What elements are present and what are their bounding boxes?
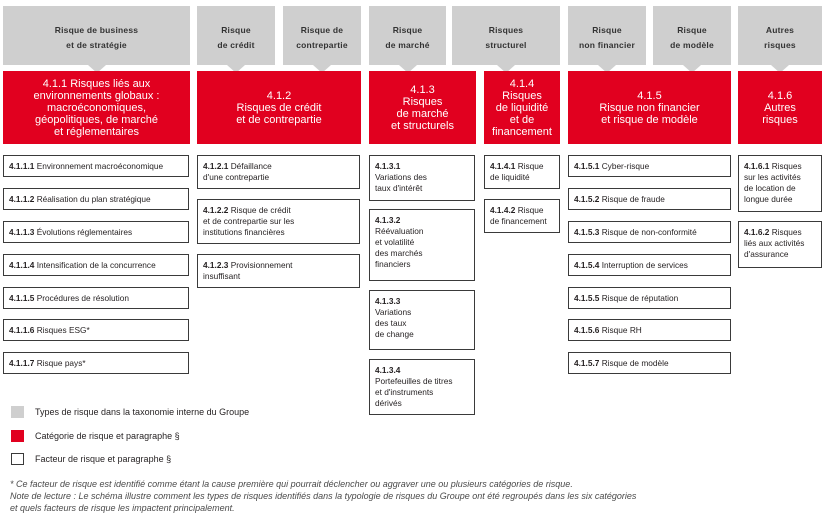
factor-4-1-2-3 [197,254,360,288]
factor-number: 4.1.2.3 [203,260,229,270]
factor-text: Variations des taux d'intérêt [375,172,427,193]
factor-text: Procédures de résolution [36,293,129,303]
category-4-1-4 [484,71,560,144]
factor-number: 4.1.3.2 [375,215,401,225]
factor-text: Provisionnement insuffisant [203,260,293,281]
factor-number: 4.1.2.1 [203,161,229,171]
category-label: 4.1.3 Risques de marché et structurels [391,83,454,132]
factor-number: 4.1.2.2 [203,205,229,215]
factor-number: 4.1.1.5 [9,293,35,303]
factor-4-1-5-1 [568,155,731,177]
factor-number: 4.1.4.1 [490,161,516,171]
factor-text: Variations des taux de change [375,307,414,339]
reading-note-line-2: et quels facteurs de risque les impactent principalement. [10,503,235,513]
risk-type-other [738,6,822,65]
factor-number: 4.1.3.1 [375,161,401,171]
category-label: 4.1.1 Risques liés aux environnements globaux : macroéconomiques, géopolitiques, de marché et réglementaires [33,77,160,138]
risk-type-model [653,6,731,65]
legend-risk-factor [11,453,171,465]
category-4-1-5 [568,71,731,144]
factor-number: 4.1.4.2 [490,205,516,215]
risk-type-label: Autres risques [764,25,796,50]
factor-text: Évolutions réglementaires [36,227,133,237]
factor-number: 4.1.1.1 [9,161,35,171]
factor-text: Risques sur les activités de location de longue durée [744,161,802,204]
factor-text: Défaillance d'une contrepartie [203,161,272,182]
risk-type-label: Risque de marché [385,25,430,50]
risk-type-market [369,6,446,65]
factor-number: 4.1.1.7 [9,358,35,368]
legend-label: Types de risque dans la taxonomie interne du Groupe [35,407,250,417]
category-4-1-6 [738,71,822,144]
factor-number: 4.1.5.7 [574,358,600,368]
factor-4-1-1-3 [3,221,189,243]
category-label: 4.1.5 Risque non financier et risque de modèle [599,89,700,126]
factor-number: 4.1.1.4 [9,260,35,270]
factor-number: 4.1.6.1 [744,161,770,171]
category-label: 4.1.6 Autres risques [762,89,798,126]
factor-4-1-5-4 [568,254,731,276]
factor-number: 4.1.5.1 [574,161,600,171]
factor-4-1-4-1 [484,155,560,189]
factor-4-1-5-7 [568,352,731,374]
factor-text: Risque de liquidité [490,161,544,182]
factor-number: 4.1.5.5 [574,293,600,303]
factor-number: 4.1.3.4 [375,365,401,375]
factor-text: Risques ESG* [36,325,90,335]
factor-text: Intensification de la concurrence [36,260,156,270]
factor-text: Réévaluation et volatilité des marchés financiers [375,226,424,269]
factor-4-1-2-2 [197,199,360,244]
factor-text: Risque RH [601,325,642,335]
legend-red-swatch [11,430,24,442]
notes [10,478,820,514]
factor-text: Interruption de services [601,260,688,270]
factor-4-1-1-2 [3,188,189,210]
risk-type-label: Risque de modèle [670,25,714,50]
factor-4-1-5-5 [568,287,731,309]
factor-4-1-3-1 [369,155,475,201]
factor-4-1-3-3 [369,290,475,350]
risk-type-counterparty [283,6,361,65]
factor-text: Réalisation du plan stratégique [36,194,151,204]
factor-text: Risque de non-conformité [601,227,697,237]
factor-number: 4.1.1.3 [9,227,35,237]
legend-risk-type [11,406,249,418]
category-4-1-2 [197,71,361,144]
factor-4-1-5-6 [568,319,731,341]
factor-number: 4.1.5.4 [574,260,600,270]
factor-text: Cyber-risque [601,161,650,171]
factor-number: 4.1.3.3 [375,296,401,306]
risk-type-business-strategy [3,6,190,65]
factor-4-1-6-2 [738,221,822,268]
category-4-1-3 [369,71,476,144]
factor-number: 4.1.1.6 [9,325,35,335]
factor-number: 4.1.5.3 [574,227,600,237]
factor-4-1-1-4 [3,254,189,276]
legend-risk-category [11,430,180,442]
factor-4-1-3-2 [369,209,475,281]
factor-4-1-5-2 [568,188,731,210]
risk-type-label: Risques structurel [485,25,527,50]
factor-number: 4.1.6.2 [744,227,770,237]
category-label: 4.1.4 Risques de liquidité et de financement [492,77,552,138]
factor-4-1-2-1 [197,155,360,189]
risk-type-structural [452,6,560,65]
legend-label: Catégorie de risque et paragraphe § [35,431,180,441]
factor-text: Risque de réputation [601,293,679,303]
factor-4-1-6-1 [738,155,822,212]
category-label: 4.1.2 Risques de crédit et de contrepartie [236,89,322,126]
factor-4-1-1-7 [3,352,189,374]
factor-text: Risque de modèle [601,358,669,368]
factor-number: 4.1.5.2 [574,194,600,204]
factor-text: Portefeuilles de titres et d'instruments dérivés [375,376,453,408]
reading-note-line-1: Note de lecture : Le schéma illustre comment les types de risques identifiés dans la typologie de risques du Groupe ont été regroupés dans les six catégories [10,491,637,501]
factor-4-1-1-1 [3,155,189,177]
risk-type-label: Risque de crédit [217,25,255,50]
legend-grey-swatch [11,406,24,418]
risk-type-label: Risque de business et de stratégie [54,25,139,50]
category-4-1-1 [3,71,190,144]
factor-4-1-1-6 [3,319,189,341]
factor-text: Risque pays* [36,358,86,368]
risk-type-label: Risque de contrepartie [296,25,348,50]
factor-text: Risques liés aux activités d'assurance [744,227,805,259]
factor-text: Risque de crédit et de contrepartie sur les institutions financières [203,205,295,237]
factor-4-1-4-2 [484,199,560,233]
factor-text: Risque de financement [490,205,547,226]
factor-4-1-1-5 [3,287,189,309]
factor-4-1-5-3 [568,221,731,243]
legend-outline-swatch [11,453,24,465]
risk-type-credit [197,6,275,65]
factor-4-1-3-4 [369,359,475,415]
footnote: * Ce facteur de risque est identifié comme étant la cause première qui pourrait déclencher ou aggraver une ou plusieurs catégories de risque. [10,479,573,489]
factor-text: Risque de fraude [601,194,665,204]
factor-number: 4.1.5.6 [574,325,600,335]
factor-text: Environnement macroéconomique [36,161,164,171]
factor-number: 4.1.1.2 [9,194,35,204]
risk-type-non-financial [568,6,646,65]
risk-type-label: Risque non financier [579,25,635,50]
legend-label: Facteur de risque et paragraphe § [35,454,172,464]
